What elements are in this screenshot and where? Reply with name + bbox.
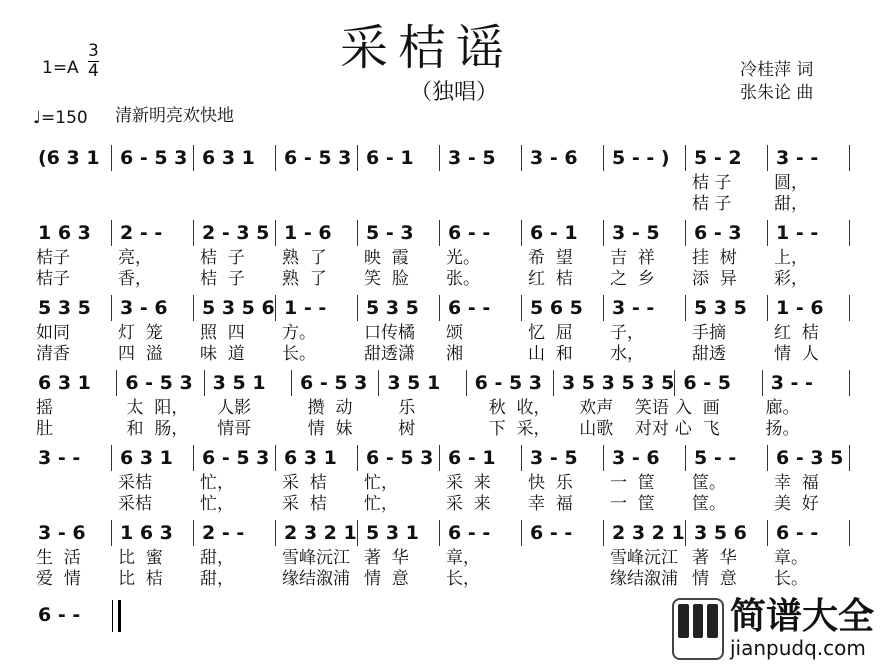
measure: 6 3 1 [112, 445, 194, 471]
measure: 3 5 6 [686, 520, 768, 546]
measure: 6 3 1 [276, 445, 358, 471]
lyric-segment: 桔 子 [200, 248, 245, 268]
lyric-segment: 欢声 笑语 [579, 398, 669, 418]
lyric-segment: 筐。 [692, 494, 726, 514]
lyric-segment [358, 173, 440, 194]
lyric-segment: 一 筐 [610, 494, 655, 514]
lyrics-row [30, 194, 850, 215]
lyric-segment: 和 肠， [126, 419, 189, 439]
lyrics-row [30, 248, 850, 269]
lyric-segment: 章， [446, 548, 480, 568]
lyric-segment [276, 194, 358, 215]
lyric-segment: 甜， [774, 194, 808, 214]
lyrics-row [30, 398, 850, 419]
measure: 3 - - [763, 370, 850, 396]
lyric-segment: 摇 [36, 398, 53, 418]
lyric-segment: 忙， [200, 473, 234, 493]
lyric-segment: 著 华 [692, 548, 737, 568]
lyric-segment [522, 173, 604, 194]
lyric-segment: 美 好 [774, 494, 819, 514]
measure: 6 - 1 [522, 220, 604, 246]
lyric-segment: 比 蜜 [118, 548, 163, 568]
lyric-segment: 人影 [217, 398, 252, 418]
lyrics-row [30, 344, 850, 365]
measure: 5 - 2 [686, 145, 768, 171]
lyric-segment: 山歌 对对 [579, 419, 669, 439]
lyric-segment: 添 异 [692, 269, 737, 289]
lyric-segment: 山 和 [528, 344, 573, 364]
measure: 5 - 3 [358, 220, 440, 246]
lyric-segment [30, 494, 112, 515]
lyric-segment: 情哥 [217, 419, 252, 439]
lyrics-row [30, 269, 850, 290]
lyric-segment: 著 华 [364, 548, 409, 568]
measure: 2 - - [112, 220, 194, 246]
score-system [30, 293, 850, 365]
song-subtitle: （独唱） [410, 80, 499, 105]
logo-name: 简谱大全 [730, 596, 875, 637]
lyric-segment: 采桔 [118, 494, 152, 514]
measure: 6 3 1 [30, 370, 117, 396]
time-signature [88, 42, 99, 81]
lyric-segment: 长。 [282, 344, 316, 364]
measure: 6 - 3 5 [768, 445, 850, 471]
tempo-marking: ♩=150 [33, 108, 88, 128]
lyric-segment: 树 [398, 419, 416, 439]
measure: 5 3 5 6 [194, 295, 276, 321]
measure: 6 - 5 3 [194, 445, 276, 471]
lyric-segment: 下 采， [488, 419, 551, 439]
lyrics-row [30, 173, 850, 194]
measure: 1 - - [768, 220, 850, 246]
measure: 2 - 3 5 [194, 220, 276, 246]
lyric-segment: 如同 [36, 323, 70, 343]
lyric-segment: 桔 子 [692, 173, 732, 193]
site-logo [672, 598, 874, 660]
notes-row [30, 293, 850, 323]
lyrics-row [30, 494, 850, 515]
measure: 5 3 5 [358, 295, 440, 321]
lyric-segment: 忙， [364, 473, 398, 493]
lyric-segment: 情 意 [364, 569, 409, 589]
lyric-segment: 幸 福 [528, 494, 573, 514]
lyric-segment: 映 霞 [364, 248, 409, 268]
lyric-segment: 采 来 [446, 494, 491, 514]
lyric-segment: 桔子 [36, 248, 70, 268]
score-system [30, 218, 850, 290]
lyrics-row [30, 473, 850, 494]
lyric-segment: 忙， [200, 494, 234, 514]
lyric-segment: 乐 [398, 398, 416, 418]
lyric-segment: 肚 [36, 419, 53, 439]
measure: 3 - - [30, 445, 112, 471]
lyric-segment [522, 569, 604, 590]
lyric-segment [440, 173, 522, 194]
lyric-segment: 廊。 [765, 398, 800, 418]
measure: 6 - 5 [675, 370, 762, 396]
lyric-segment [30, 473, 112, 494]
measure: 1 6 3 [112, 520, 194, 546]
measure: 1 6 3 [30, 220, 112, 246]
lyric-segment: 情 人 [774, 344, 819, 364]
measure: 1 - 6 [276, 220, 358, 246]
lyric-segment: 希 望 [528, 248, 573, 268]
lyric-segment: 采 来 [446, 473, 491, 493]
score-system [30, 368, 850, 440]
lyric-segment: 采桔 [118, 473, 152, 493]
lyric-segment: 红 桔 [528, 269, 573, 289]
lyric-segment: 上， [774, 248, 808, 268]
measure: 3 - 5 [440, 145, 522, 171]
lyric-segment: 湘 [446, 344, 463, 364]
lyric-segment: 秋 收， [488, 398, 551, 418]
measure: 6 3 1 [194, 145, 276, 171]
final-measure: 6 - - [38, 604, 81, 626]
measure: 3 - 6 [112, 295, 194, 321]
notes-row [30, 443, 850, 473]
lyric-segment: 雪峰沅江 [610, 548, 678, 568]
final-barline [112, 600, 121, 632]
lyric-segment: 章。 [774, 548, 808, 568]
measure: 5 - - [686, 445, 768, 471]
lyric-segment [522, 194, 604, 215]
lyric-segment [358, 194, 440, 215]
lyric-segment: 甜， [200, 569, 234, 589]
lyric-segment: 笑 脸 [364, 269, 409, 289]
measure: 6 - 5 3 [358, 445, 440, 471]
lyric-segment: 采 桔 [282, 494, 327, 514]
lyric-segment: 张。 [446, 269, 480, 289]
notes-row [30, 368, 850, 398]
lyric-segment: 爱 情 [36, 569, 81, 589]
lyric-segment: 子， [610, 323, 644, 343]
lyric-segment: 桔 子 [200, 269, 245, 289]
lyric-segment: 攒 动 [307, 398, 353, 418]
lyric-segment [30, 173, 112, 194]
lyric-segment: 熟 了 [282, 269, 327, 289]
measure: (6 3 1 [30, 145, 112, 171]
lyric-segment: 味 道 [200, 344, 245, 364]
measure: 3 - 6 [604, 445, 686, 471]
lyric-segment: 清香 [36, 344, 70, 364]
lyric-segment [276, 173, 358, 194]
measure: 2 3 2 1 [604, 520, 686, 546]
lyric-segment: 情 妹 [307, 419, 353, 439]
lyric-segment: 长， [446, 569, 480, 589]
lyric-segment: 吉 祥 [610, 248, 655, 268]
lyric-segment: 颂 [446, 323, 463, 343]
measure: 3 5 1 [205, 370, 292, 396]
lyric-segment [440, 194, 522, 215]
lyric-segment [194, 194, 276, 215]
lyrics-row [30, 569, 850, 590]
lyric-segment: 扬。 [765, 419, 800, 439]
time-top: 3 [88, 41, 99, 61]
lyric-segment: 入 画 [674, 398, 720, 418]
measure: 5 3 5 [686, 295, 768, 321]
measure: 5 3 5 [30, 295, 112, 321]
lyric-segment: 生 活 [36, 548, 81, 568]
measure: 3 - 5 [604, 220, 686, 246]
lyric-segment: 方。 [282, 323, 316, 343]
measure: 3 - - [768, 145, 850, 171]
measure: 6 - 5 3 [292, 370, 379, 396]
lyric-segment: 缘结溆浦 [610, 569, 678, 589]
lyric-segment: 情 意 [692, 569, 737, 589]
lyric-segment: 甜透 [692, 344, 726, 364]
lyric-segment [194, 173, 276, 194]
lyric-segment: 彩， [774, 269, 808, 289]
lyric-segment: 水， [610, 344, 644, 364]
measure: 3 5 1 [379, 370, 466, 396]
song-title: 采桔谣 [340, 20, 515, 76]
lyric-segment: 一 筐 [610, 473, 655, 493]
lyric-segment: 手摘 [692, 323, 726, 343]
score-system [30, 143, 850, 215]
key-signature: 1=A [42, 58, 79, 78]
measure: 6 - 3 [686, 220, 768, 246]
score-system [30, 518, 850, 590]
lyric-segment: 桔 子 [692, 194, 732, 214]
measure: 1 - 6 [768, 295, 850, 321]
lyrics-row [30, 323, 850, 344]
lyric-segment: 筐。 [692, 473, 726, 493]
measure: 3 - 6 [30, 520, 112, 546]
lyric-segment: 太 阳， [126, 398, 189, 418]
notes-row [30, 218, 850, 248]
lyric-segment: 照 四 [200, 323, 245, 343]
piano-icon [672, 598, 724, 660]
lyric-segment: 四 溢 [118, 344, 163, 364]
lyric-segment: 忆 屈 [528, 323, 573, 343]
lyric-segment: 心 飞 [674, 419, 720, 439]
measure: 6 - - [440, 295, 522, 321]
lyric-segment: 灯 笼 [118, 323, 163, 343]
lyric-segment: 忙， [364, 494, 398, 514]
measure: 6 - - [440, 520, 522, 546]
lyric-segment [522, 548, 604, 569]
lyric-segment: 比 桔 [118, 569, 163, 589]
measure: 2 - - [194, 520, 276, 546]
lyric-segment: 快 乐 [528, 473, 573, 493]
lyric-segment: 挂 树 [692, 248, 737, 268]
lyric-segment: 熟 了 [282, 248, 327, 268]
lyric-segment: 红 桔 [774, 323, 819, 343]
lyric-segment [112, 194, 194, 215]
measure: 3 - - [604, 295, 686, 321]
lyric-segment: 香， [118, 269, 152, 289]
time-bottom: 4 [88, 61, 99, 81]
measure: 6 - 5 3 [276, 145, 358, 171]
logo-url: jianpudq.com [730, 636, 866, 660]
lyrics-row [30, 419, 850, 440]
notes-row [30, 518, 850, 548]
measure: 6 - - [768, 520, 850, 546]
expression-marking: 清新明亮欢快地 [115, 106, 234, 126]
measure: 6 - 5 3 [117, 370, 204, 396]
lyric-segment: 甜透潇 [364, 344, 415, 364]
lyric-segment: 圆， [774, 173, 808, 193]
measure: 5 - - ) [604, 145, 686, 171]
lyric-segment: 雪峰沅江 [282, 548, 350, 568]
lyrics-row [30, 548, 850, 569]
lyric-segment: 采 桔 [282, 473, 327, 493]
lyric-segment: 长。 [774, 569, 808, 589]
notes-row [30, 143, 850, 173]
lyric-segment: 口传橘 [364, 323, 415, 343]
lyric-segment: 之 乡 [610, 269, 655, 289]
measure: 3 - 6 [522, 145, 604, 171]
measure: 3 - 5 [522, 445, 604, 471]
measure: 3 5 3 5 3 5 [554, 370, 675, 396]
lyric-segment [30, 194, 112, 215]
measure: 6 - - [440, 220, 522, 246]
measure: 1 - - [276, 295, 358, 321]
measure: 5 6 5 [522, 295, 604, 321]
lyric-segment [604, 173, 686, 194]
lyric-segment: 甜， [200, 548, 234, 568]
lyric-segment [604, 194, 686, 215]
measure: 6 - - [522, 520, 604, 546]
lyric-segment: 光。 [446, 248, 480, 268]
measure: 6 - 5 3 [467, 370, 554, 396]
lyric-segment: 桔子 [36, 269, 70, 289]
lyric-segment [112, 173, 194, 194]
measure: 5 3 1 [358, 520, 440, 546]
lyricist-credit: 冷桂萍 词 [740, 60, 814, 80]
composer-credit: 张朱论 曲 [740, 83, 814, 103]
score-system [30, 443, 850, 515]
measure: 6 - 1 [358, 145, 440, 171]
measure: 6 - 5 3 [112, 145, 194, 171]
measure: 6 - 1 [440, 445, 522, 471]
lyric-segment: 幸 福 [774, 473, 819, 493]
lyric-segment: 亮， [118, 248, 152, 268]
measure: 2 3 2 1 [276, 520, 358, 546]
final-system [30, 600, 112, 630]
lyric-segment: 缘结溆浦 [282, 569, 350, 589]
